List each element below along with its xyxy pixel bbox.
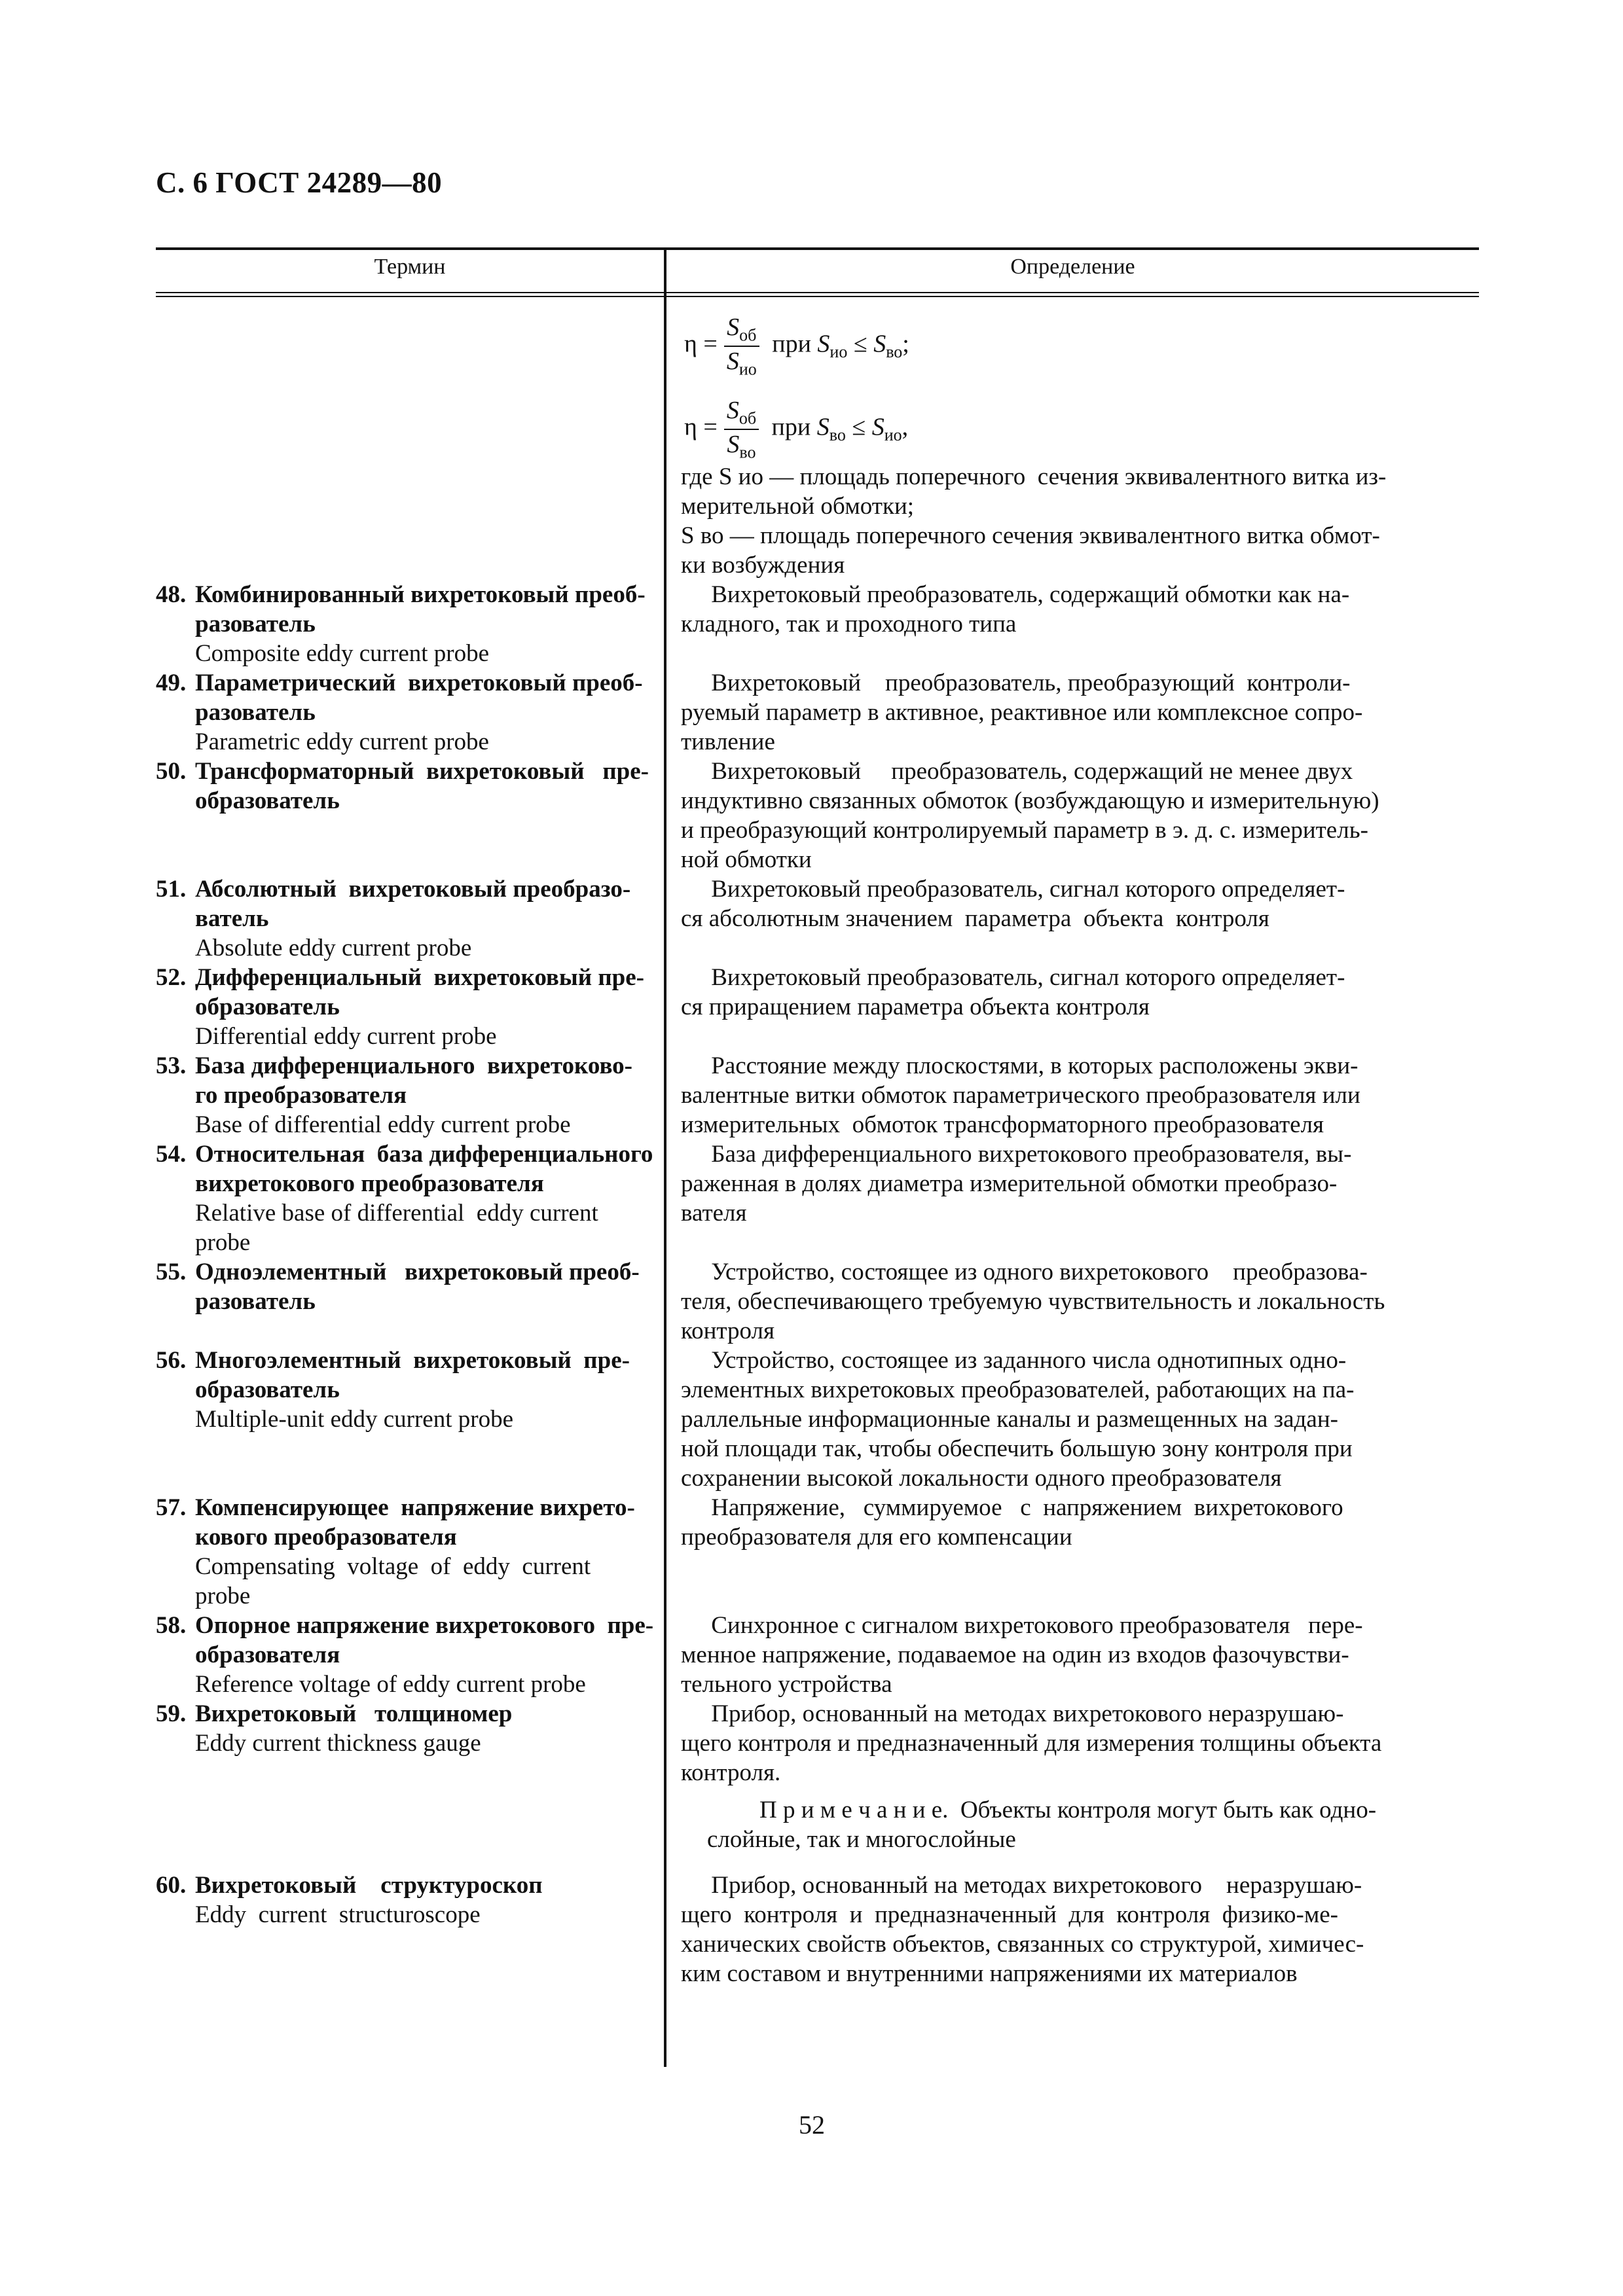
term-number: 59. bbox=[156, 1700, 187, 1727]
term-title: Параметрический вихретоковый преоб- bbox=[195, 670, 643, 696]
term-english: Differential eddy current probe bbox=[195, 1023, 497, 1050]
term-title: ватель bbox=[195, 905, 269, 932]
term-english: Eddy current structuroscope bbox=[195, 1901, 481, 1928]
term-title: Многоэлементный вихретоковый пре- bbox=[195, 1347, 630, 1374]
term-definition: элементных вихретоковых преобразователей, работающих на па- bbox=[681, 1376, 1355, 1403]
term-number: 58. bbox=[156, 1612, 187, 1639]
term-definition: преобразователя для его компенсации bbox=[681, 1524, 1072, 1551]
term-definition: Вихретоковый преобразователь, преобразующий контроли- bbox=[681, 670, 1351, 696]
term-title: Вихретоковый толщиномер bbox=[195, 1700, 513, 1727]
term-definition: Устройство, состоящее из заданного числа однотипных одно- bbox=[681, 1347, 1347, 1374]
term-definition: щего контроля и предназначенный для контроля физико-ме- bbox=[681, 1901, 1339, 1928]
intro-def-line: мерительной обмотки; bbox=[681, 493, 915, 520]
page-number: 52 bbox=[799, 2110, 825, 2140]
term-definition: Вихретоковый преобразователь, сигнал которого определяет- bbox=[681, 964, 1345, 991]
term-definition: кладного, так и проходного типа bbox=[681, 611, 1017, 637]
term-number: 54. bbox=[156, 1141, 187, 1168]
term-title: образователь bbox=[195, 1376, 340, 1403]
term-title: Комбинированный вихретоковый преоб- bbox=[195, 581, 646, 608]
term-definition: тельного устройства bbox=[681, 1671, 892, 1698]
term-number: 56. bbox=[156, 1347, 187, 1374]
term-english: probe bbox=[195, 1229, 251, 1256]
term-definition: ной обмотки bbox=[681, 846, 812, 873]
term-definition: ханических свойств объектов, связанных со структурой, химичес- bbox=[681, 1931, 1364, 1958]
header-rule-1 bbox=[156, 292, 1479, 293]
term-number: 50. bbox=[156, 758, 187, 785]
term-definition: и преобразующий контролируемый параметр в э. д. с. измеритель- bbox=[681, 817, 1368, 844]
column-header-definition: Определение bbox=[1010, 255, 1135, 279]
formula-1: η = $\frac{S_{об}}{S_{ио}}$ при $S_{ио} \le S_{во}$; bbox=[684, 314, 909, 379]
term-definition: индуктивно связанных обмоток (возбуждающую и измерительную) bbox=[681, 787, 1379, 814]
term-definition: менное напряжение, подаваемое на один из входов фазочувстви- bbox=[681, 1641, 1349, 1668]
table-top-rule bbox=[156, 247, 1479, 250]
term-title: кового преобразователя bbox=[195, 1524, 457, 1551]
term-english: Parametric eddy current probe bbox=[195, 728, 489, 755]
term-english: Multiple-unit eddy current probe bbox=[195, 1406, 514, 1433]
column-divider bbox=[664, 247, 666, 2067]
column-header-term: Термин bbox=[374, 255, 446, 279]
page-header: С. 6 ГОСТ 24289—80 bbox=[156, 166, 443, 199]
term-title: разователь bbox=[195, 699, 316, 726]
term-title: Трансформаторный вихретоковый пре- bbox=[195, 758, 649, 785]
term-title: Абсолютный вихретоковый преобразо- bbox=[195, 876, 631, 903]
term-number: 52. bbox=[156, 964, 187, 991]
term-number: 53. bbox=[156, 1052, 187, 1079]
term-definition: Напряжение, суммируемое с напряжением вихретокового bbox=[681, 1494, 1343, 1521]
term-definition: контроля bbox=[681, 1318, 775, 1344]
term-title: Вихретоковый структуроскоп bbox=[195, 1872, 543, 1899]
term-definition: Прибор, основанный на методах вихретокового неразрушаю- bbox=[681, 1700, 1344, 1727]
term-definition: ной площади так, чтобы обеспечить большую зону контроля при bbox=[681, 1435, 1353, 1462]
term-number: 51. bbox=[156, 876, 187, 903]
term-definition: тивление bbox=[681, 728, 775, 755]
term-english: Composite eddy current probe bbox=[195, 640, 490, 667]
term-definition: раллельные информационные каналы и размещенных на задан- bbox=[681, 1406, 1338, 1433]
term-number: 55. bbox=[156, 1259, 187, 1285]
term-definition: щего контроля и предназначенный для измерения толщины объекта bbox=[681, 1730, 1382, 1757]
term-definition: измерительных обмоток трансформаторного преобразователя bbox=[681, 1111, 1324, 1138]
term-definition: Синхронное с сигналом вихретокового преобразователя пере- bbox=[681, 1612, 1363, 1639]
term-number: 48. bbox=[156, 581, 187, 608]
term-definition: контроля. bbox=[681, 1759, 781, 1786]
term-title: образователь bbox=[195, 994, 340, 1020]
intro-def-line: S во — площадь поперечного сечения эквивалентного витка обмот- bbox=[681, 522, 1380, 549]
formula-2: η = $\frac{S_{об}}{S_{во}}$ при $S_{во} \le S_{ио}$, bbox=[684, 397, 909, 462]
term-title: разователь bbox=[195, 1288, 316, 1315]
term-english: Eddy current thickness gauge bbox=[195, 1730, 481, 1757]
term-title: вихретокового преобразователя bbox=[195, 1170, 544, 1197]
term-definition: валентные витки обмоток параметрического преобразователя или bbox=[681, 1082, 1360, 1109]
term-english: probe bbox=[195, 1583, 251, 1609]
term-definition: Вихретоковый преобразователь, содержащий обмотки как на- bbox=[681, 581, 1350, 608]
term-title: Дифференциальный вихретоковый пре- bbox=[195, 964, 644, 991]
term-title: Одноэлементный вихретоковый преоб- bbox=[195, 1259, 640, 1285]
term-number: 57. bbox=[156, 1494, 187, 1521]
term-definition: раженная в долях диаметра измерительной обмотки преобразо- bbox=[681, 1170, 1338, 1197]
term-definition: ся абсолютным значением параметра объекта контроля bbox=[681, 905, 1269, 932]
term-title: Опорное напряжение вихретокового пре- bbox=[195, 1612, 654, 1639]
term-title: Относительная база дифференциального bbox=[195, 1141, 653, 1168]
term-title: го преобразователя bbox=[195, 1082, 407, 1109]
term-definition: вателя bbox=[681, 1200, 747, 1227]
term-english: Compensating voltage of eddy current bbox=[195, 1553, 591, 1580]
term-title: База дифференциального вихретоково- bbox=[195, 1052, 632, 1079]
term-number: 49. bbox=[156, 670, 187, 696]
term-definition: База дифференциального вихретокового преобразователя, вы- bbox=[681, 1141, 1352, 1168]
note-line: П р и м е ч а н и е. Объекты контроля могут быть как одно- bbox=[759, 1797, 1377, 1823]
term-definition: Прибор, основанный на методах вихретокового неразрушаю- bbox=[681, 1872, 1362, 1899]
term-definition: Устройство, состоящее из одного вихретокового преобразова- bbox=[681, 1259, 1368, 1285]
term-english: Reference voltage of eddy current probe bbox=[195, 1671, 586, 1698]
term-title: разователь bbox=[195, 611, 316, 637]
term-english: Relative base of differential eddy current bbox=[195, 1200, 598, 1227]
term-definition: ся приращением параметра объекта контроля bbox=[681, 994, 1150, 1020]
header-rule-2 bbox=[156, 296, 1479, 297]
term-definition: Вихретоковый преобразователь, содержащий не менее двух bbox=[681, 758, 1353, 785]
term-definition: Расстояние между плоскостями, в которых расположены экви- bbox=[681, 1052, 1359, 1079]
term-number: 60. bbox=[156, 1872, 187, 1899]
term-definition: ким составом и внутренними напряжениями их материалов bbox=[681, 1960, 1298, 1987]
term-title: образователя bbox=[195, 1641, 340, 1668]
term-english: Base of differential eddy current probe bbox=[195, 1111, 571, 1138]
term-title: Компенсирующее напряжение вихрето- bbox=[195, 1494, 635, 1521]
note-line: слойные, так и многослойные bbox=[707, 1826, 1016, 1853]
term-definition: Вихретоковый преобразователь, сигнал которого определяет- bbox=[681, 876, 1345, 903]
term-english: Absolute eddy current probe bbox=[195, 935, 472, 961]
term-definition: руемый параметр в активное, реактивное или комплексное сопро- bbox=[681, 699, 1363, 726]
intro-def-line: где S ио — площадь поперечного сечения эквивалентного витка из- bbox=[681, 463, 1387, 490]
term-title: образователь bbox=[195, 787, 340, 814]
intro-def-line: ки возбуждения bbox=[681, 552, 845, 579]
term-definition: сохранении высокой локальности одного преобразователя bbox=[681, 1465, 1282, 1492]
term-definition: теля, обеспечивающего требуемую чувствительность и локальность bbox=[681, 1288, 1385, 1315]
